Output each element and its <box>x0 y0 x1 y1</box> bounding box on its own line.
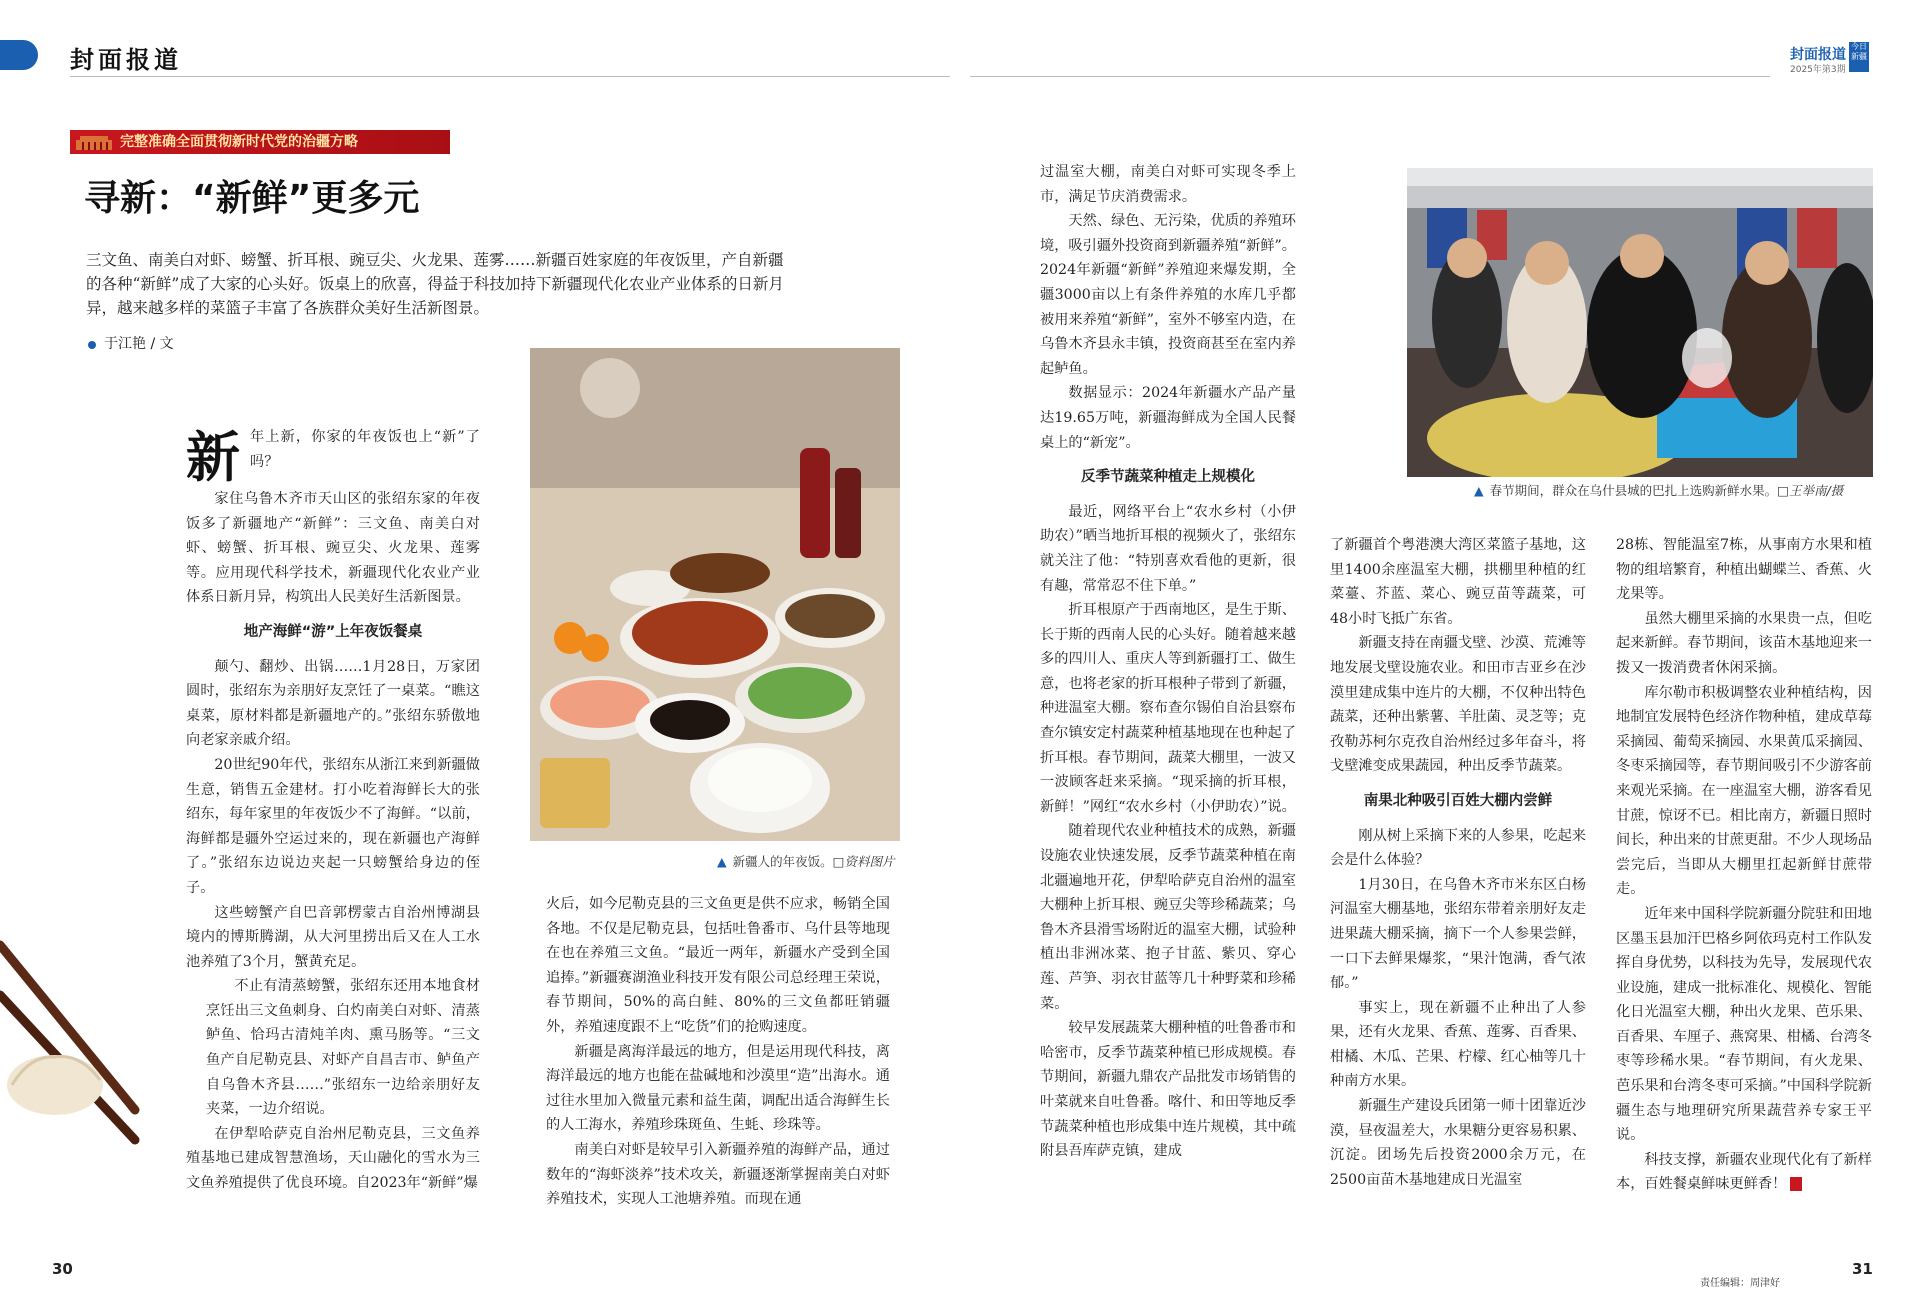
paragraph: 28栋、智能温室7栋，从事南方水果和植物的组培繁育，种植出蝴蝶兰、香蕉、火龙果等。 <box>1616 537 1872 603</box>
issue-number: 2025年第3期 <box>1790 65 1846 75</box>
page-number-left: 30 <box>52 1260 73 1278</box>
section-tab-marker <box>0 40 38 70</box>
column-3 <box>1040 160 1296 1164</box>
paragraph: 较早发展蔬菜大棚种植的吐鲁番市和哈密市，反季节蔬菜种植已形成规模。春节期间，新疆九鼎农产品批发市场销售的叶菜就来自吐鲁番。喀什、和田等地反季节蔬菜种植也形成集中连片规模，其中疏附县吾库萨克镇，建成 <box>1040 1020 1296 1160</box>
header-rule-right <box>970 76 1770 77</box>
great-hall-icon <box>74 132 114 152</box>
theme-banner <box>70 130 450 154</box>
photo-new-year-dinner <box>530 348 900 841</box>
photo1-caption-text: 新疆人的年夜饭。 <box>732 854 833 869</box>
paragraph: 事实上，现在新疆不止种出了人参果，还有火龙果、香蕉、莲雾、百香果、柑橘、木瓜、芒果、柠檬、红心柚等几十种南方水果。 <box>1330 999 1586 1090</box>
photo2-caption-text: 春节期间，群众在乌什县城的巴扎上选购新鲜水果。 <box>1489 483 1778 498</box>
column-5 <box>1616 533 1872 1197</box>
paragraph: 20世纪90年代，张绍东从浙江来到新疆做生意，销售五金建材。打小吃着海鲜长大的张绍东，每年家里的年夜饭少不了海鲜。“以前，海鲜都是疆外空运过来的，现在新疆也产海鲜了。”张绍东边说边夹起一只螃蟹给身边的侄子。 <box>186 756 480 896</box>
photo2-caption <box>1474 481 1843 499</box>
column-1 <box>186 425 480 1196</box>
responsible-editor: 责任编辑：周津好 <box>1700 1278 1780 1289</box>
paragraph: 新疆支持在南疆戈壁、沙漠、荒滩等地发展戈壁设施农业。和田市吉亚乡在沙漠里建成集中连片的大棚，不仅种出特色蔬菜，还种出紫薯、羊肚菌、灵芝等；克孜勒苏柯尔克孜自治州经过多年奋斗，将戈壁滩变成果蔬园，种出反季节蔬菜。 <box>1330 635 1586 775</box>
article-title: 寻新：“新鲜”更多元 <box>84 178 420 219</box>
running-head-title: 封面报道 <box>1790 47 1846 63</box>
author-bullet <box>88 341 96 349</box>
header-rule-left <box>70 76 950 77</box>
subheading: 地产海鲜“游”上年夜饭餐桌 <box>243 623 423 640</box>
paragraph: 折耳根原产于西南地区，是生于斯、长于斯的西南人民的心头好。随着越来越多的四川人、重庆人等到新疆打工、做生意，也将老家的折耳根种子带到了新疆，种进温室大棚。察布查尔锡伯自治县察布查尔镇安定村蔬菜种植基地现在也种起了折耳根。春节期间，蔬菜大棚里，一波又一波顾客赶来采摘。“现采摘的折耳根，新鲜！”网红“农水乡村（小伊助农）”说。 <box>1040 602 1296 815</box>
paragraph: 天然、绿色、无污染，优质的养殖环境，吸引疆外投资商到新疆养殖“新鲜”。2024年新疆“新鲜”养殖迎来爆发期，全疆3000亩以上有条件养殖的水库几乎都被用来养殖“新鲜”，室外不够室内造，在乌鲁木齐县永丰镇，投资商甚至在室内养起鲈鱼。 <box>1040 213 1296 377</box>
paragraph: 虽然大棚里采摘的水果贵一点，但吃起来新鲜。春节期间，该苗木基地迎来一拨又一拨消费者休闲采摘。 <box>1616 610 1872 676</box>
paragraph: 1月30日，在乌鲁木齐市米东区白杨河温室大棚基地，张绍东带着亲朋好友走进果蔬大棚采摘，摘下一个人参果尝鲜，一口下去鲜果爆浆，“果汁饱满，香气浓郁。” <box>1330 876 1586 992</box>
paragraph: 新疆生产建设兵团第一师十团靠近沙漠，昼夜温差大，水果糖分更容易积累、沉淀。团场先后投资2000余万元，在2500亩苗木基地建成日光温室 <box>1330 1098 1586 1188</box>
photo1-caption <box>717 852 894 870</box>
photo2-credit: □王举南/摄 <box>1777 483 1844 498</box>
paragraph: 火后，如今尼勒克县的三文鱼更是供不应求，畅销全国各地。不仅是尼勒克县，包括吐鲁番市、乌什县等地现在也在养殖三文鱼。“最近一两年，新疆水产受到全国追捧。”新疆赛湖渔业科技开发有限公司总经理王荣说，春节期间，50%的高白鲑、80%的三文鱼都旺销疆外，养殖速度跟不上“吃货”们的抢购速度。 <box>546 896 890 1035</box>
end-mark-icon <box>1790 1177 1802 1191</box>
drop-cap: 新 <box>186 426 240 489</box>
column-4 <box>1330 533 1586 1192</box>
banner-text: 完整准确全面贯彻新时代党的治疆方略 <box>120 134 358 150</box>
subheading: 南果北种吸引百姓大棚内尝鲜 <box>1363 792 1553 809</box>
closing-text: 科技支撑，新疆农业现代化有了新样本，百姓餐桌鲜味更鲜香！ <box>1616 1151 1872 1193</box>
paragraph: 近年来中国科学院新疆分院驻和田地区墨玉县加汗巴格乡阿依玛克村工作队发挥自身优势，以科技为先导，发展现代农业设施，建成一批标准化、规模化、智能化日光温室大棚，种出火龙果、芭乐果、百香果、车厘子、燕窝果、柑橘、台湾冬枣等珍稀水果。“春节期间，有火龙果、芭乐果和台湾冬枣可采摘。”中国科学院新疆生态与地理研究所果蔬营养专家王平说。 <box>1616 905 1872 1144</box>
paragraph: 颠勺、翻炒、出锅……1月28日，万家团圆时，张绍东为亲朋好友烹饪了一桌菜。“瞧这桌菜，原材料都是新疆地产的。”张绍东骄傲地向老家亲戚介绍。 <box>186 658 480 749</box>
article-lead: 三文鱼、南美白对虾、螃蟹、折耳根、豌豆尖、火龙果、莲雾……新疆百姓家庭的年夜饭里，产自新疆的各种“新鲜”成了大家的心头好。饭桌上的欣喜，得益于科技加持下新疆现代化农业产业体系的日新月异，越来越多样的菜篮子丰富了各族群众美好生活新图景。 <box>86 251 784 317</box>
paragraph: 了新疆首个粤港澳大湾区菜篮子基地，这里1400余座温室大棚，拱棚里种植的红菜薹、芥蓝、菜心、豌豆苗等蔬菜，可48小时飞抵广东省。 <box>1330 537 1586 627</box>
paragraph: 刚从树上采摘下来的人参果，吃起来会是什么体验？ <box>1330 827 1586 869</box>
paragraph: 数据显示：2024年新疆水产品产量达19.65万吨，新疆海鲜成为全国人民餐桌上的“新宠”。 <box>1040 385 1296 451</box>
paragraph: 随着现代农业种植技术的成熟，新疆设施农业快速发展，反季节蔬菜种植在南北疆遍地开花，伊犁哈萨克自治州的温室大棚种上折耳根、豌豆尖等珍稀蔬菜；乌鲁木齐县滑雪场附近的温室大棚，试验种植出非洲冰菜、抱子甘蓝、紫贝、穿心莲、芦笋、羽衣甘蓝等几十种野菜和珍稀菜。 <box>1040 823 1296 1012</box>
paragraph: 这些螃蟹产自巴音郭楞蒙古自治州博湖县境内的博斯腾湖，从大河里捞出后又在人工水池养殖了3个月，蟹黄充足。 <box>186 904 480 970</box>
paragraph: 新疆是离海洋最远的地方，但是运用现代科技，离海洋最远的地方也能在盐碱地和沙漠里“造”出海水。通过往水里加入微量元素和益生菌，调配出适合海鲜生长的人工海水，养殖珍珠斑鱼、生蚝、珍珠等。 <box>546 1043 890 1134</box>
paragraph: 南美白对虾是较早引入新疆养殖的海鲜产品，通过数年的“海虾淡养”技术攻关，新疆逐渐掌握南美白对虾养殖技术，实现人工池塘养殖。而现在通 <box>546 1141 890 1208</box>
paragraph <box>1616 1148 1872 1197</box>
photo1-credit: □资料图片 <box>832 854 895 869</box>
paragraph: 家住乌鲁木齐市天山区的张绍东家的年夜饭多了新疆地产“新鲜”：三文鱼、南美白对虾、螃蟹、折耳根、豌豆尖、火龙果、莲雾等。应用现代科学技术，新疆现代化农业产业体系日新月异，构筑出人民美好生活新图景。 <box>186 491 480 606</box>
paragraph: 库尔勒市积极调整农业种植结构，因地制宜发展特色经济作物种植，建成草莓采摘园、葡萄采摘园、水果黄瓜采摘园、冬枣采摘园等，春节期间吸引不少游客前来观光采摘。在一座温室大棚，游客看见甘蔗，惊讶不已。相比南方，新疆日照时间长，种出来的甘蔗更甜。不少人现场品尝完后，当即从大棚里扛起新鲜甘蔗带走。 <box>1616 684 1872 898</box>
page-number-right: 31 <box>1852 1260 1873 1278</box>
paragraph: 不止有清蒸螃蟹，张绍东还用本地食材烹饪出三文鱼刺身、白灼南美白对虾、清蒸鲈鱼、恰玛古清炖羊肉、熏马肠等。“三文鱼产自尼勒克县、对虾产自昌吉市、鲈鱼产自乌鲁木齐县……”张绍东一边给亲朋好友夹菜，一边介绍说。 <box>206 978 480 1118</box>
caption-triangle-icon: ▲ <box>717 854 727 869</box>
paragraph: 在伊犁哈萨克自治州尼勒克县，三文鱼养殖基地已建成智慧渔场，天山融化的雪水为三文鱼养殖提供了优良环境。自2023年“新鲜”爆 <box>186 1125 480 1192</box>
author-byline: 于江艳 / 文 <box>104 336 174 352</box>
chopsticks-dumpling-illustration <box>0 935 140 1165</box>
photo-market-fruit <box>1407 168 1873 477</box>
caption-triangle-icon: ▲ <box>1474 483 1484 498</box>
paragraph: 最近，网络平台上“农水乡村（小伊助农）”晒当地折耳根的视频火了，张绍东就关注了他：“特别喜欢看他的更新，很有趣，常常忍不住下单。” <box>1040 503 1296 594</box>
magazine-logo: 今日新疆 <box>1849 42 1869 72</box>
column-2 <box>546 892 890 1212</box>
subheading: 反季节蔬菜种植走上规模化 <box>1081 469 1255 486</box>
paragraph: 过温室大棚，南美白对虾可实现冬季上市，满足节庆消费需求。 <box>1040 164 1296 205</box>
section-title: 封面报道 <box>70 46 182 74</box>
paragraph: 年上新，你家的年夜饭也上“新”了吗？ <box>250 429 480 470</box>
